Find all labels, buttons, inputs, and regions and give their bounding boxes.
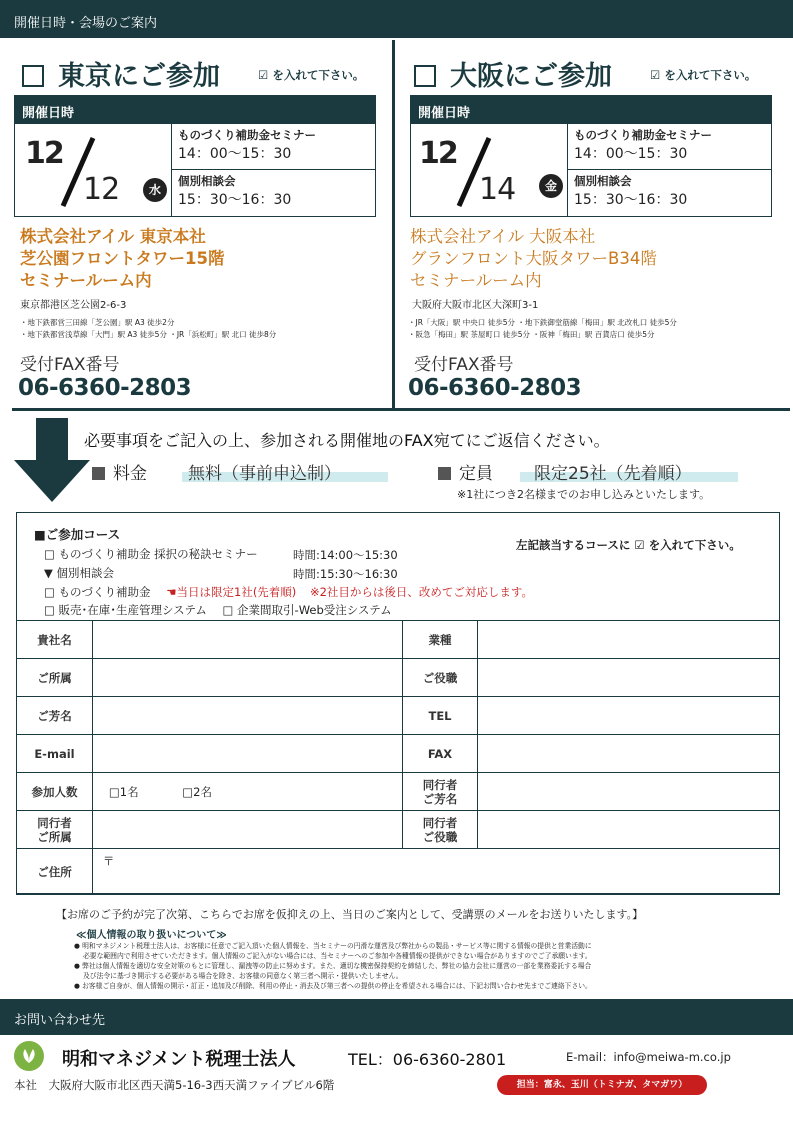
osaka-date-header: 開催日時 (410, 95, 772, 123)
instruction-text: 必要事項をご記入の上、参加される開催地のFAX宛てにご返信ください。 (84, 431, 610, 450)
postal-mark: 〒 (102, 854, 115, 868)
industry-field[interactable] (478, 621, 780, 659)
course-heading: ■ご参加コース (34, 527, 121, 542)
privacy-text (74, 941, 592, 991)
osaka-access-1: ・JR「大阪」駅 中央口 徒歩5分 ・地下鉄御堂筋線「梅田」駅 北改札口 徒歩5分 (408, 318, 677, 327)
reservation-notice: 【お席のご予約が完了次第、こちらでお席を仮抑えの上、当日のご案内として、受講票のメールをお送りいたします。】 (56, 908, 644, 921)
tel-label: TEL (402, 697, 478, 735)
tokyo-session-2-title: 個別相談会 (178, 174, 236, 188)
department-label: ご所属 (17, 659, 93, 697)
fee-value: 無料（事前申込制） (188, 464, 341, 484)
tokyo-session-2 (171, 170, 376, 216)
top-bar (0, 0, 793, 38)
position-field[interactable] (478, 659, 780, 697)
tokyo-access-2: ・地下鉄都営浅草線「大門」駅 A3 徒歩5分 ・JR「浜松町」駅 北口 徒歩8分 (20, 330, 277, 339)
tokyo-venue-line-2: 芝公園フロントタワー15階 (20, 249, 225, 268)
tokyo-access-1: ・地下鉄都営三田線「芝公園」駅 A3 徒歩2分 (20, 318, 175, 327)
tokyo-title-text: 東京にご参加 (58, 61, 220, 92)
course-instruction: 左記該当するコースに ☑ を入れて下さい。 (516, 538, 741, 552)
contact-hq-address: 本社 大阪府大阪市北区西天満5-16-3西天満ファイブビル6階 (14, 1078, 335, 1092)
privacy-line-1: ● 明和マネジメント税理士法人は、お客様に任意でご記入頂いた個人情報を、当セミナーの円滑な運営及び弊社からの製品・サービス等に関する情報の提供と営業活動に (74, 942, 592, 950)
tokyo-date-header: 開催日時 (14, 95, 376, 123)
top-bar-label: 開催日時・会場のご案内 (14, 16, 158, 31)
column-divider (392, 40, 395, 410)
osaka-weekday-badge: 金 (539, 174, 563, 198)
course-item-seminar[interactable]: □ ものづくり補助金 採択の秘訣セミナー (44, 547, 258, 561)
email-label: E-mail (17, 735, 93, 773)
osaka-venue (410, 226, 657, 292)
companion-name-label-b: ご芳名 (422, 791, 458, 806)
email-field[interactable] (92, 735, 402, 773)
tokyo-session-1-time: 14：00〜15：30 (178, 146, 292, 162)
privacy-line-5: ● お客様ご自身が、個人情報の開示・訂正・追加及び削除、利用の停止・消去及び第三者への提供の停止を希望される場合には、下記お問い合わせ先までご連絡下さい。 (74, 982, 592, 990)
osaka-checkbox[interactable] (414, 65, 436, 87)
tokyo-check-note: ☑ を入れて下さい。 (258, 68, 365, 82)
tokyo-access (20, 317, 276, 341)
tokyo-title[interactable] (22, 54, 220, 93)
contact-bar (0, 999, 793, 1035)
osaka-venue-line-3: セミナールーム内 (410, 271, 542, 290)
tel-field[interactable] (478, 697, 780, 735)
companion-position-label-a: 同行者 (422, 815, 458, 830)
osaka-access (408, 317, 677, 341)
companion-position-label (402, 811, 478, 849)
contact-tel[interactable]: TEL：06-6360-2801 (348, 1050, 507, 1069)
course-item-consultation-time: 時間:15:30〜16:30 (293, 567, 398, 581)
osaka-session-2-title: 個別相談会 (574, 174, 632, 188)
tokyo-venue-line-1: 株式会社アイル 東京本社 (20, 227, 206, 246)
capacity-note: ※1社につき2名様までのお申し込みといたします。 (457, 488, 711, 501)
companion-name-label-a: 同行者 (422, 777, 458, 792)
osaka-session-1-title: ものづくり補助金セミナー (574, 128, 712, 142)
fax-label: FAX (402, 735, 478, 773)
osaka-check-note: ☑ を入れて下さい。 (650, 68, 757, 82)
tokyo-month: 12 (25, 136, 63, 171)
osaka-session-1-time: 14：00〜15：30 (574, 146, 688, 162)
companion-position-label-b: ご役職 (422, 829, 458, 844)
tokyo-venue-line-3: セミナールーム内 (20, 271, 152, 290)
course-item-subsidy[interactable] (44, 584, 533, 600)
companion-position-field[interactable] (478, 811, 780, 849)
attendees-option-2[interactable]: □2名 (182, 784, 212, 799)
table-row (17, 697, 780, 735)
table-row (17, 811, 780, 849)
address-label: ご住所 (17, 849, 93, 895)
fee-square-icon (92, 467, 105, 480)
tokyo-venue (20, 226, 224, 292)
table-row (17, 773, 780, 811)
osaka-access-2: ・阪急「梅田」駅 茶屋町口 徒歩5分 ・阪神「梅田」駅 百貨店口 徒歩5分 (408, 330, 655, 339)
industry-label: 業種 (402, 621, 478, 659)
course-item-consultation[interactable]: ▼ 個別相談会 (44, 566, 114, 580)
companion-name-label (402, 773, 478, 811)
contact-bar-label: お問い合わせ先 (14, 1013, 106, 1028)
privacy-line-2: 必要な範囲内で利用させていただきます。個人情報のご記入がない場合には、当セミナーへのご参加や各種情報の提供ができない場合がありますのでご了承願います。 (83, 952, 592, 960)
name-label: ご芳名 (17, 697, 93, 735)
osaka-date-box (410, 123, 772, 217)
capacity-label-text: 定員 (459, 464, 493, 484)
table-row (17, 849, 780, 895)
address-field[interactable] (92, 849, 779, 895)
osaka-venue-line-2: グランフロント大阪タワーB34階 (410, 249, 657, 268)
capacity-label (438, 459, 493, 484)
company-label: 貴社名 (17, 621, 93, 659)
tokyo-fax-label: 受付FAX番号 (20, 355, 120, 375)
table-row (17, 735, 780, 773)
companion-dept-label-a: 同行者 (37, 815, 72, 830)
osaka-fax-label: 受付FAX番号 (414, 355, 514, 375)
tokyo-fax-number: 06-6360-2803 (18, 375, 192, 401)
contact-email[interactable]: E-mail：info@meiwa-m.co.jp (566, 1050, 731, 1064)
companion-name-field[interactable] (478, 773, 780, 811)
tokyo-day: 12 (83, 172, 120, 207)
contact-company: 明和マネジメント税理士法人 (62, 1049, 296, 1070)
down-arrow-icon (14, 418, 90, 502)
table-row (17, 659, 780, 697)
course-item-web-order-system[interactable]: □ 企業間取引-Web受注システム (222, 603, 392, 617)
osaka-day: 14 (479, 172, 516, 207)
osaka-title[interactable] (414, 54, 612, 93)
capacity-square-icon (438, 467, 451, 480)
tokyo-checkbox[interactable] (22, 65, 44, 87)
privacy-line-4: 及び法令に基づき開示する必要がある場合を除き、お客様の同意なく第三者へ開示・提供いたしません。 (83, 972, 403, 980)
osaka-session-1 (567, 124, 772, 170)
companion-dept-label (17, 811, 93, 849)
table-row (17, 621, 780, 659)
company-field[interactable] (92, 621, 402, 659)
osaka-session-2 (567, 170, 772, 216)
attendees-field (92, 773, 402, 811)
course-item-subsidy-note-a: ☚当日は限定1社(先着順) (166, 585, 297, 599)
companion-dept-field[interactable] (92, 811, 402, 849)
company-logo-icon (14, 1041, 44, 1071)
privacy-heading: ≪個人情報の取り扱いについて≫ (76, 930, 227, 941)
name-field[interactable] (92, 697, 402, 735)
osaka-address: 大阪府大阪市北区大深町3-1 (412, 300, 539, 311)
attendees-option-1[interactable]: □1名 (108, 784, 139, 799)
tokyo-session-1-title: ものづくり補助金セミナー (178, 128, 316, 142)
companion-dept-label-b: ご所属 (37, 829, 72, 844)
osaka-title-text: 大阪にご参加 (450, 61, 612, 92)
osaka-fax-number: 06-6360-2803 (408, 375, 582, 401)
tokyo-address: 東京都港区芝公園2-6-3 (20, 300, 127, 311)
contact-staff-badge: 担当：富永、玉川（トミナガ、タマガワ） (497, 1075, 707, 1095)
attendees-label: 参加人数 (17, 773, 93, 811)
privacy-line-3: ● 弊社は個人情報を適切な安全対策のもとに管理し、漏洩等の防止に努めます。また、適切な機密保持契約を締結した、弊社の協力会社に運営の一部を業務委託する場合 (74, 962, 592, 970)
course-item-sales-system[interactable]: □ 販売･在庫･生産管理システム (44, 603, 207, 617)
tokyo-session-1 (171, 124, 376, 170)
department-field[interactable] (92, 659, 402, 697)
tokyo-session-2-time: 15：30〜16：30 (178, 192, 292, 208)
osaka-venue-line-1: 株式会社アイル 大阪本社 (410, 227, 596, 246)
course-item-subsidy-label: □ ものづくり補助金 (44, 585, 151, 599)
fee-label (92, 459, 147, 484)
form-table (16, 620, 780, 895)
fee-label-text: 料金 (113, 464, 147, 484)
leaf-icon (14, 1041, 44, 1071)
osaka-month: 12 (419, 136, 457, 171)
course-item-subsidy-note-b: ※2社目からは後日、改めてご対応します。 (309, 585, 533, 599)
course-item-systems[interactable] (44, 602, 392, 618)
osaka-session-2-time: 15：30〜16：30 (574, 192, 688, 208)
section-divider (12, 408, 790, 411)
fax-field[interactable] (478, 735, 780, 773)
course-item-seminar-time: 時間:14:00〜15:30 (293, 548, 398, 562)
position-label: ご役職 (402, 659, 478, 697)
tokyo-date-box (14, 123, 376, 217)
capacity-value: 限定25社（先着順） (534, 464, 692, 484)
tokyo-weekday-badge: 水 (143, 178, 167, 202)
